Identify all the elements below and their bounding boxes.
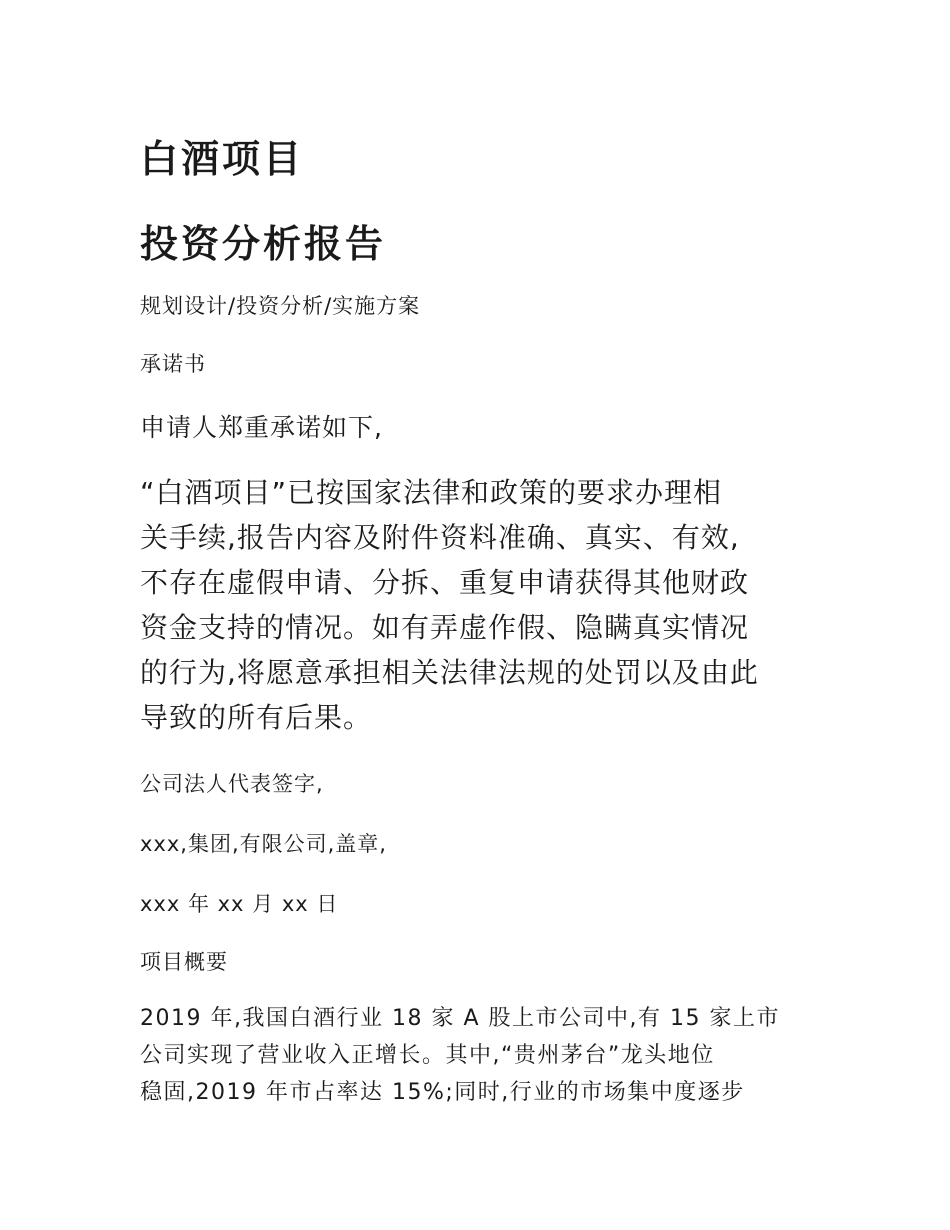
date-line: xxx 年 xx 月 xx 日 [140,892,339,916]
pledge-line: 不存在虚假申请、分拆、重复申请获得其他财政 [140,566,750,599]
summary-heading: 项目概要 [140,950,228,974]
document-title: 白酒项目 [140,137,305,181]
signature-line: 公司法人代表签字, [140,772,324,796]
summary-line: 公司实现了营业收入正增长。其中,“贵州茅台”龙头地位 [140,1043,715,1068]
pledge-body [140,470,830,740]
pledge-line: “白酒项目”已按国家法律和政策的要求办理相 [140,476,723,509]
pledge-line: 关手续,报告内容及附件资料准确、真实、有效, [140,521,740,554]
document-title-line2: 投资分析报告 [140,222,387,266]
summary-body [140,1000,830,1111]
pledge-line: 导致的所有后果。 [140,701,373,734]
document-subtitle: 规划设计/投资分析/实施方案 [140,294,421,318]
pledge-line: 资金支持的情况。如有弄虚作假、隐瞒真实情况 [140,611,750,644]
pledge-opening: 申请人郑重承诺如下, [140,413,383,442]
summary-line: 2019 年,我国白酒行业 18 家 A 股上市公司中,有 15 家上市 [140,1006,780,1031]
pledge-heading: 承诺书 [140,352,206,376]
summary-line: 稳固,2019 年市占率达 15%;同时,行业的市场集中度逐步 [140,1080,745,1105]
company-seal-line: xxx,集团,有限公司,盖章, [140,832,387,856]
pledge-line: 的行为,将愿意承担相关法律法规的处罚以及由此 [140,656,759,689]
